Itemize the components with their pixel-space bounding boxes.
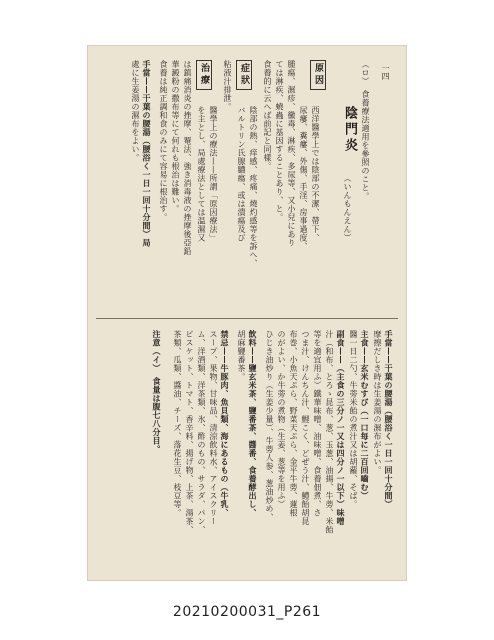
bottom-line: 摩擦だしき時は生姜湯の濕布がよい。 xyxy=(373,330,382,475)
bottom-line: 胡麻鹽番茶。 xyxy=(237,330,246,381)
image-caption: 20210200031_P261 xyxy=(172,604,322,620)
bottom-line: 禁忌——牛豚肉、魚貝類、海にあるもの（牛乳、 xyxy=(220,330,230,517)
cause-line: ては淋疾、蟯蟲に基因することあり、と。 xyxy=(275,60,284,222)
symptom-line: 陰部の熱、痒感、疼痛、燒灼感等を訴へ、 xyxy=(249,106,258,268)
cause-line: 食養的に云へば前記と同樣。 xyxy=(263,60,272,171)
section-title-reading: （いんもんえん） xyxy=(343,174,352,242)
treatment-line: 食養は純正調和食のみにて容易に根治す。 xyxy=(159,60,168,222)
cause-line: 西洋醫學上では陰部の不潔、帶下、 xyxy=(311,106,320,242)
teate-line: 手當——干葉の腰湯（腰浴く一日一回十分間）局 xyxy=(142,60,152,247)
section-title-inmonen: 陰門炎 xyxy=(342,106,357,154)
treatment-line: は鎮痛消炎の挫摩、罨法、強き消毒液の挫摩後亞鉛 xyxy=(183,60,192,256)
bottom-line: 飲料——鹽玄米茶、鹽番茶、醬番、食養酵出し、 xyxy=(248,330,258,517)
document-page xyxy=(88,46,406,580)
bottom-line: 汁（和布、とろゝ昆布、葱、玉葱、油揚、牛蒡、米飴 xyxy=(325,330,334,534)
cause-line: 尿瘻、糞瘻、外傷、手淫、房事過度、 xyxy=(299,106,308,251)
bottom-line: ひじき油炒り（生姜少量）、牛蒡人参、葱油炒め、 xyxy=(265,330,274,522)
bottom-line: のがよい、か牛蒡の煮物（生姜、葱等を用ふ） xyxy=(277,330,286,509)
bottom-line: 注意（イ） 食量は腹七八分目。 xyxy=(152,330,162,454)
cause-line: 腫瘍、濕疹、黴毒、淋疾、多尿等、又小兒にあり xyxy=(287,60,296,247)
bottom-line: ビスケット、トマト、香辛料、揚げ物、上茶、湯茶、 xyxy=(185,330,194,534)
symptom-line: バルトリン氏腺膿瘍、或は潰瘍及び xyxy=(237,106,246,242)
cause-label: 原因 xyxy=(310,60,326,90)
bottom-line: 茶類、瓜類、醬油、チーズ、落花生豆、枝豆等。 xyxy=(173,330,182,517)
bottom-line: スープ、果物、甘味品、清涼飲料水、アイスクリー xyxy=(209,330,218,526)
bottom-line: 副食——（主食の三分ノ一又は四分ノ一以下）味噌 xyxy=(336,330,346,526)
bottom-line: 醫一日二勺、牛蒡米飴の煮汁又は胡蘿、そば。 xyxy=(349,330,358,509)
page-number: 一四 xyxy=(381,64,390,80)
bottom-line: 等を適宜用ふ）鐵華味噌、油味噌、食養佃煮、さ xyxy=(313,330,322,517)
treatment-line: 醫學上の療法——所謂「原因療法」 xyxy=(209,106,218,242)
bottom-line: 主食——玄米むすび（一口每に二百回嚙む） xyxy=(360,330,370,500)
bottom-line: 布巻、小魚天ぷら、野菜天ぷら、金平牛蒡、蓮根 xyxy=(289,330,298,517)
treatment-line: 華澱粉の撒布等にて何れも根治は難い。 xyxy=(171,60,180,213)
item-ro-note: （ロ） 食養療法適用を參照のこと。 xyxy=(361,60,370,201)
bottom-line: 手當——干葉の腰湯（腰浴く一日一回十分間） xyxy=(384,330,394,509)
treatment-label: 治療 xyxy=(196,60,212,90)
treatment-line: を主とし、局處療法としては温濕又 xyxy=(197,106,206,242)
bottom-line: つま汁、けんちん汁、鯉こく、どぜう汁、鱧飴胡昆 xyxy=(301,330,310,526)
teate-line: 處に生姜湯の濕布をよい。 xyxy=(131,60,140,162)
section-divider xyxy=(96,318,398,319)
symptom-label: 症狀 xyxy=(236,60,252,90)
symptom-line: 粘液汁排泄。 xyxy=(223,60,232,111)
bottom-line: ム、洋酒類、洋茶類、氷、酢のもの、サラダ、パン、 xyxy=(197,330,206,534)
